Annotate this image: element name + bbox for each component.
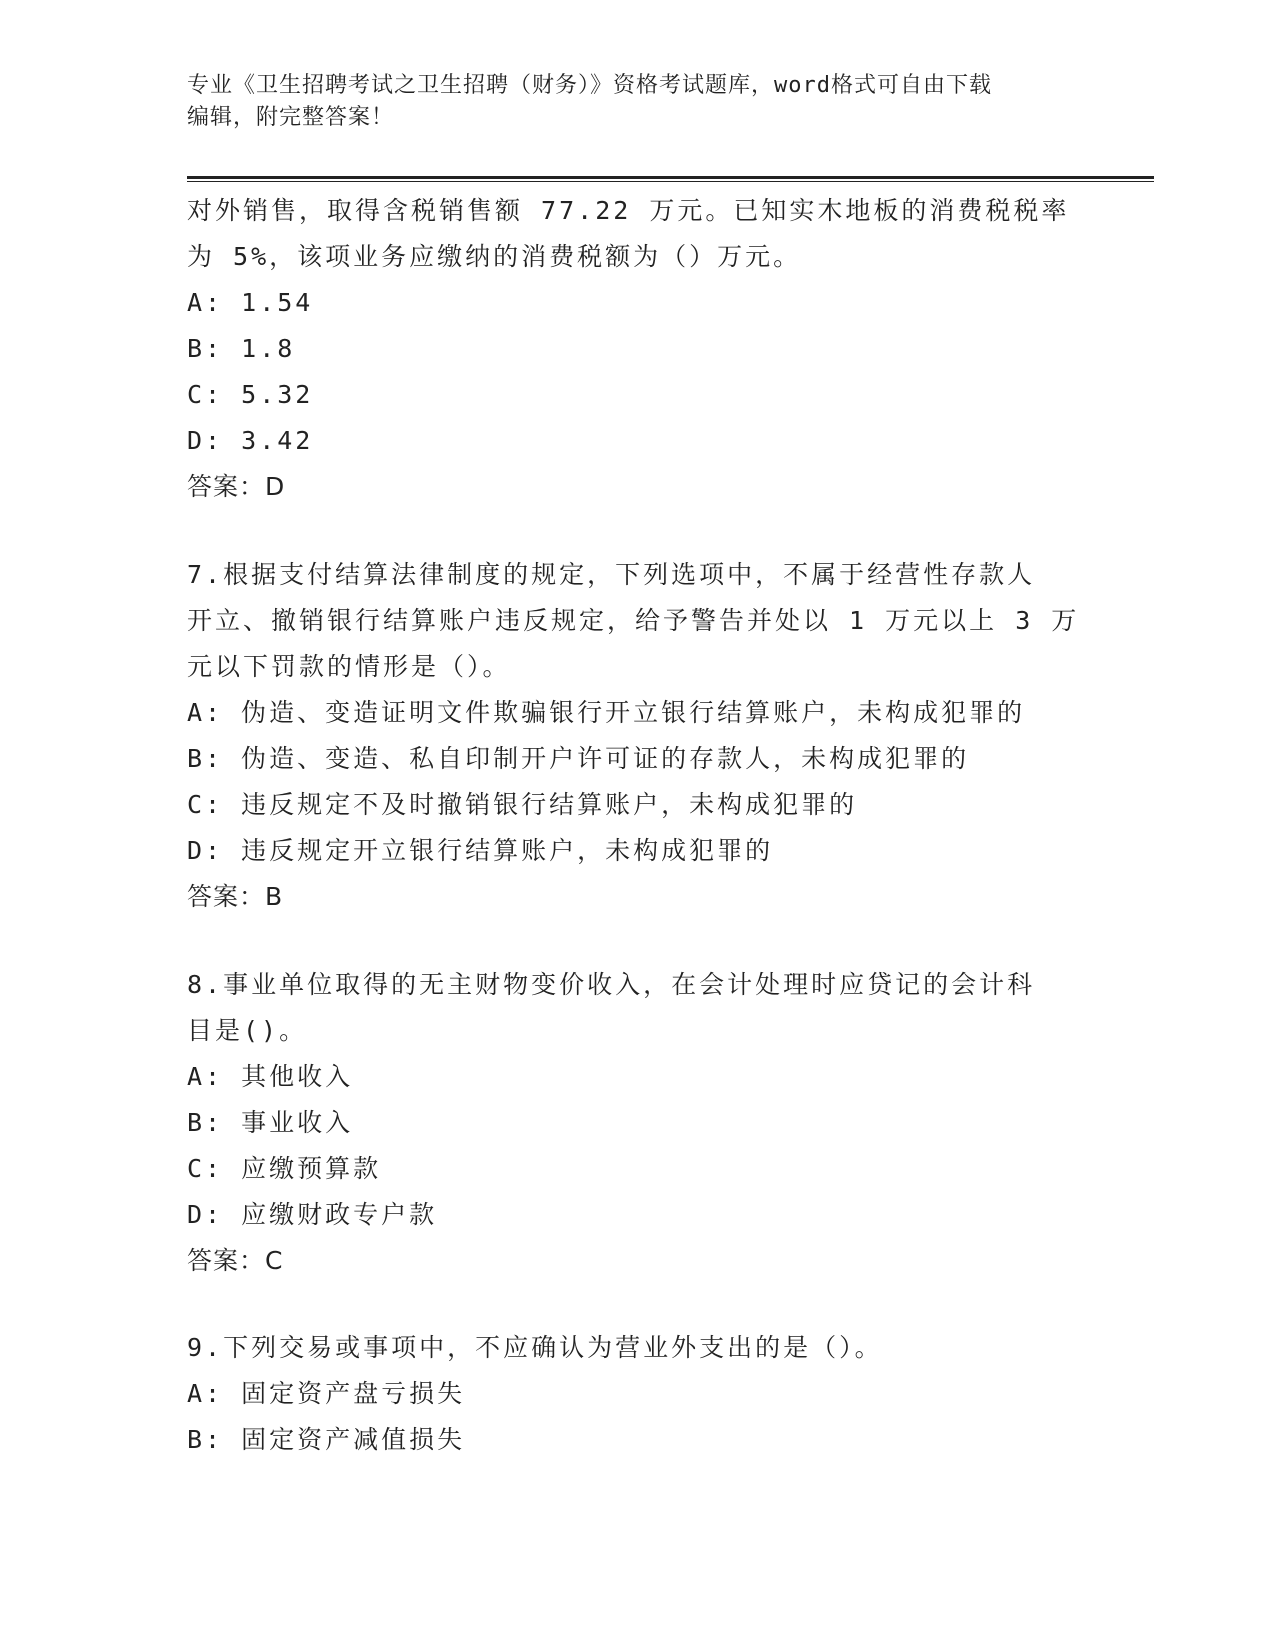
option-a: A: 1.54 [187,288,314,317]
question-stem-line: 8.事业单位取得的无主财物变价收入，在会计处理时应贷记的会计科 [187,970,1036,999]
option-a: A: 固定资产盘亏损失 [187,1379,466,1408]
option-c: C: 违反规定不及时撤销银行结算账户，未构成犯罪的 [187,790,858,819]
answer-line: 答案：D [187,472,286,501]
spacer [187,920,1067,962]
question-8 [187,962,1067,1284]
question-stem-line: 9.下列交易或事项中，不应确认为营业外支出的是（）。 [187,1333,883,1362]
question-stem-line: 为 5%，该项业务应缴纳的消费税额为（）万元。 [187,242,802,271]
header-divider-thin [187,181,1154,182]
header-divider-thick [187,176,1154,179]
question-stem-line: 7.根据支付结算法律制度的规定，下列选项中，不属于经营性存款人 [187,560,1036,589]
header-line-1: 专业《卫生招聘考试之卫生招聘（财务）》资格考试题库，word格式可自由下载 [187,73,992,98]
option-d: D: 违反规定开立银行结算账户，未构成犯罪的 [187,836,774,865]
question-stem-line: 对外销售，取得含税销售额 77.22 万元。已知实木地板的消费税税率 [187,196,1070,225]
answer-line: 答案：B [187,882,284,911]
option-b: B: 固定资产减值损失 [187,1425,466,1454]
question-stem-line: 元以下罚款的情形是（）。 [187,652,511,681]
spacer [187,510,1067,552]
question-7 [187,552,1080,920]
question-stem-line: 目是()。 [187,1016,308,1045]
option-a: A: 伪造、变造证明文件欺骗银行开立银行结算账户，未构成犯罪的 [187,698,1026,727]
question-6 [187,188,1070,510]
option-b: B: 1.8 [187,334,296,363]
option-c: C: 应缴预算款 [187,1154,382,1183]
header-line-2: 编辑，附完整答案！ [187,105,395,130]
option-d: D: 3.42 [187,426,314,455]
option-a: A: 其他收入 [187,1062,354,1091]
option-d: D: 应缴财政专户款 [187,1200,438,1229]
question-9 [187,1325,1067,1463]
option-b: B: 伪造、变造、私自印制开户许可证的存款人，未构成犯罪的 [187,744,970,773]
answer-line: 答案：C [187,1246,284,1275]
question-list [187,188,1080,1463]
option-c: C: 5.32 [187,380,314,409]
spacer [187,1284,1067,1325]
document-header [187,70,1087,134]
option-b: B: 事业收入 [187,1108,354,1137]
question-stem-line: 开立、撤销银行结算账户违反规定，给予警告并处以 1 万元以上 3 万 [187,606,1080,635]
